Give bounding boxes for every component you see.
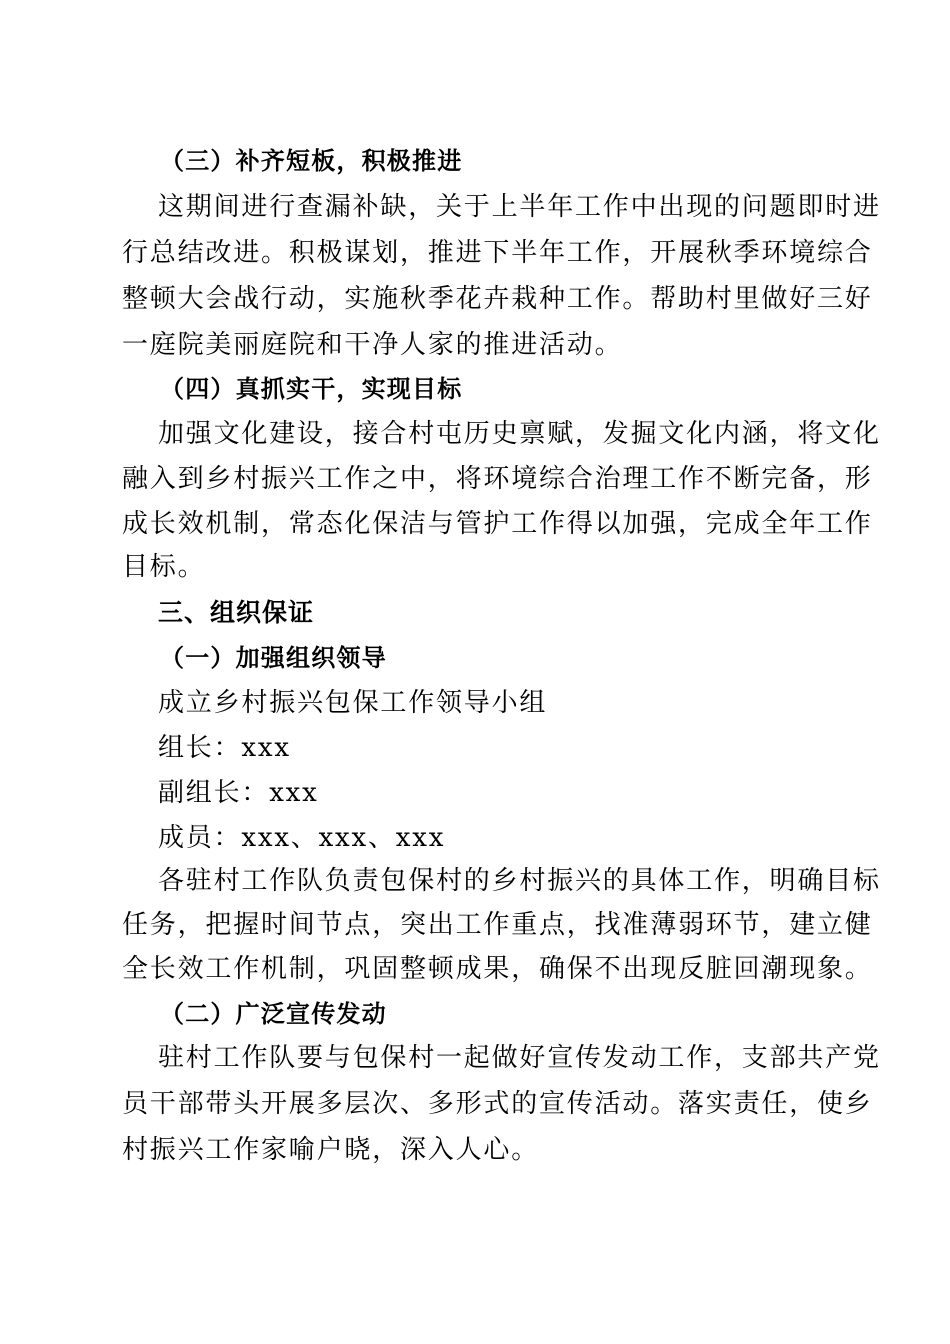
paragraph-line: 一庭院美丽庭院和干净人家的推进活动。 (122, 330, 623, 360)
subsection-heading-4: （四）真抓实干，实现目标 (160, 374, 463, 403)
members-line: 成员：xxx、xxx、xxx (158, 823, 446, 853)
paragraph-line: 这期间进行查漏补缺，关于上半年工作中出现的问题即时进 (158, 192, 881, 222)
paragraph-line: 行总结改进。积极谋划，推进下半年工作，开展秋季环境综合 (122, 238, 873, 268)
deputy-leader-line: 副组长：xxx (158, 778, 319, 808)
leader-line: 组长：xxx (158, 733, 291, 763)
paragraph-line: 各驻村工作队负责包保村的乡村振兴的具体工作，明确目标 (158, 866, 881, 896)
paragraph-line: 加强文化建设，接合村屯历史禀赋，发掘文化内涵，将文化 (158, 419, 881, 449)
subsection-heading-3: （三）补齐短板，积极推进 (160, 146, 463, 175)
paragraph-line: 全长效工作机制，巩固整顿成果，确保不出现反脏回潮现象。 (122, 954, 873, 984)
paragraph-line: 成立乡村振兴包保工作领导小组 (158, 688, 548, 718)
paragraph-line: 成长效机制，常态化保洁与管护工作得以加强，完成全年工作 (122, 509, 873, 539)
paragraph-line: 员干部带头开展多层次、多形式的宣传活动。落实责任，使乡 (122, 1089, 873, 1119)
paragraph-line: 任务，把握时间节点，突出工作重点，找准薄弱环节，建立健 (122, 910, 873, 940)
section-heading: 三、组织保证 (158, 598, 315, 627)
paragraph-line: 村振兴工作家喻户晓，深入人心。 (122, 1135, 540, 1165)
paragraph-line: 驻村工作队要与包保村一起做好宣传发动工作，支部共产党 (158, 1043, 881, 1073)
subsection-heading-1: （一）加强组织领导 (160, 643, 387, 672)
paragraph-line: 目标。 (122, 552, 206, 582)
paragraph-line: 整顿大会战行动，实施秋季花卉栽种工作。帮助村里做好三好 (122, 284, 873, 314)
paragraph-line: 融入到乡村振兴工作之中，将环境综合治理工作不断完备，形 (122, 464, 873, 494)
subsection-heading-2: （二）广泛宣传发动 (160, 999, 387, 1028)
